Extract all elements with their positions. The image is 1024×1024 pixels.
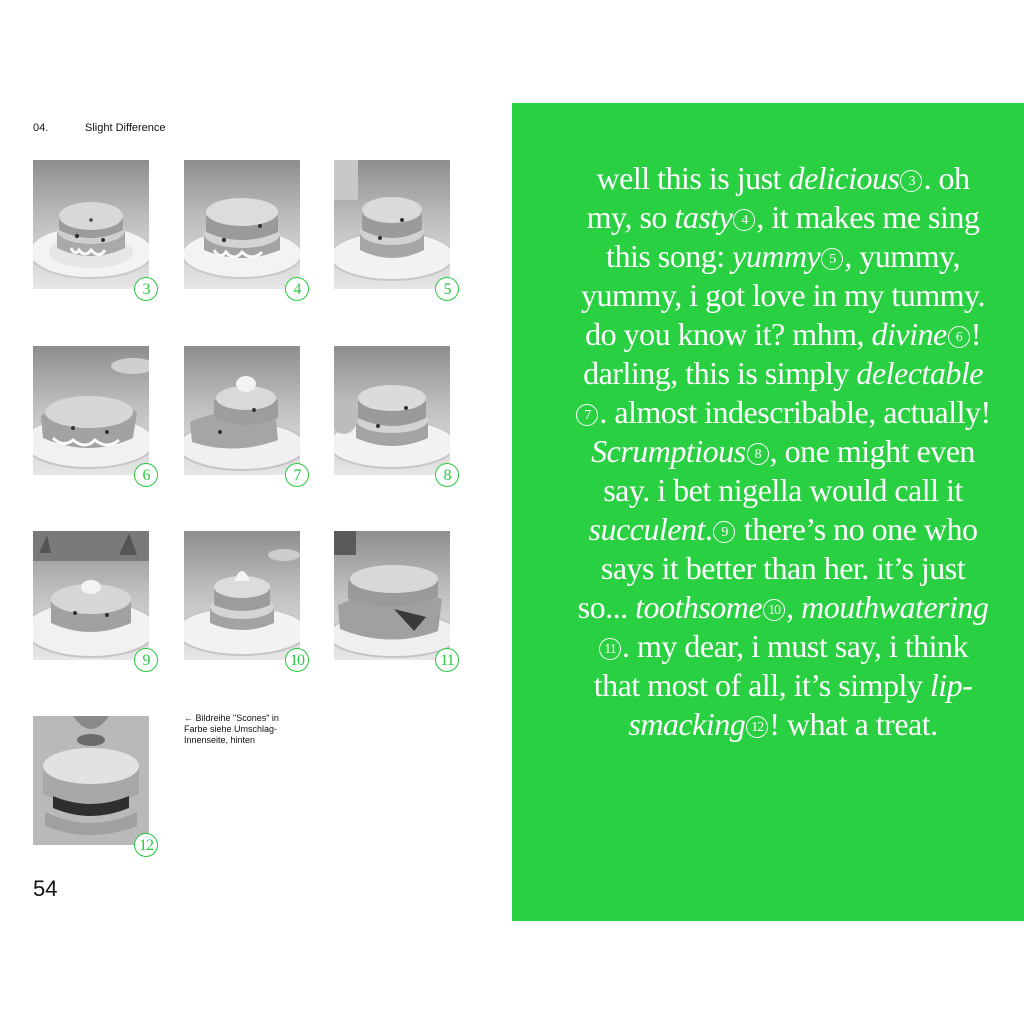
scone-photo xyxy=(33,716,153,854)
quote-word: delectable xyxy=(856,355,983,391)
quote-segment: . my dear, i must say, i think that most of all, it’s simply xyxy=(593,628,969,703)
quote-segment: , yummy, yummy, i got love in my tummy. do you know it? mhm, xyxy=(581,238,985,352)
quote-segment: . xyxy=(704,511,713,547)
photo-image xyxy=(33,716,149,845)
circled-number: 9 xyxy=(713,521,735,543)
photo-image xyxy=(33,531,149,660)
quote-word: lip-smacking xyxy=(628,667,973,742)
image-number-badge: 3 xyxy=(134,277,158,301)
quote-text xyxy=(574,159,992,744)
image-number-badge: 10 xyxy=(285,648,309,672)
scone-illustration xyxy=(33,346,149,475)
quote-word: toothsome xyxy=(635,589,763,625)
photo-image xyxy=(184,531,300,660)
quote-segment: well this is just xyxy=(596,160,789,196)
scone-illustration xyxy=(184,160,300,289)
section-title: Slight Difference xyxy=(85,122,166,134)
image-caption-note: ← Bildreihe "Scones" in Farbe siehe Umschlag-Innenseite, hinten xyxy=(184,713,279,745)
page-number: 54 xyxy=(33,876,58,901)
scone-photo xyxy=(334,531,454,669)
image-number-badge: 12 xyxy=(134,833,158,857)
scone-illustration xyxy=(184,346,300,475)
scone-illustration xyxy=(33,531,149,660)
quote-word: mouthwatering xyxy=(801,589,989,625)
quote-panel xyxy=(512,103,1024,921)
scone-photo xyxy=(184,160,301,298)
scone-photo xyxy=(334,160,451,298)
circled-number: 6 xyxy=(948,326,970,348)
quote-word: Scrumptious xyxy=(591,433,746,469)
quote-segment: ! what a treat. xyxy=(769,706,938,742)
image-number-badge: 7 xyxy=(285,463,309,487)
image-number-badge: 6 xyxy=(134,463,158,487)
image-number-badge: 5 xyxy=(435,277,459,301)
scone-photo xyxy=(334,346,451,484)
circled-number: 11 xyxy=(599,638,621,660)
photo-image xyxy=(184,346,300,475)
quote-segment: there’s no one who says it better than her. it’s just so... xyxy=(577,511,978,625)
circled-number: 5 xyxy=(821,248,843,270)
photo-image xyxy=(184,160,300,289)
photo-image xyxy=(334,160,450,289)
quote-segment: . almost indescribable, actually! xyxy=(599,394,991,430)
circled-number: 7 xyxy=(576,404,598,426)
quote-word: yummy xyxy=(732,238,821,274)
quote-word: succulent xyxy=(588,511,705,547)
scone-photo xyxy=(184,346,301,484)
scone-illustration xyxy=(334,531,450,660)
circled-number: 10 xyxy=(763,599,785,621)
image-number-badge: 4 xyxy=(285,277,309,301)
scone-illustration xyxy=(184,531,300,660)
quote-segment: . oh my, so xyxy=(586,160,970,235)
quote-segment: , one might even say. i bet nigella would call it xyxy=(603,433,975,508)
scone-photo xyxy=(184,531,304,669)
circled-number: 3 xyxy=(900,170,922,192)
scone-illustration xyxy=(334,346,450,475)
scone-photo xyxy=(33,531,150,669)
photo-image xyxy=(33,346,149,475)
circled-number: 12 xyxy=(746,716,768,738)
scone-illustration xyxy=(33,716,149,845)
image-number-badge: 11 xyxy=(435,648,459,672)
circled-number: 8 xyxy=(747,443,769,465)
image-number-badge: 8 xyxy=(435,463,459,487)
photo-image xyxy=(334,346,450,475)
photo-image xyxy=(334,531,450,660)
quote-segment: , it makes me sing this song: xyxy=(606,199,980,274)
scone-photo xyxy=(33,346,150,484)
quote-segment: , xyxy=(786,589,802,625)
photo-image xyxy=(33,160,149,289)
scone-illustration xyxy=(334,160,450,289)
scone-photo xyxy=(33,160,150,298)
quote-word: delicious xyxy=(788,160,900,196)
quote-segment: ! darling, this is simply xyxy=(583,316,981,391)
circled-number: 4 xyxy=(733,209,755,231)
section-number: 04. xyxy=(33,122,49,134)
quote-word: tasty xyxy=(674,199,733,235)
image-number-badge: 9 xyxy=(134,648,158,672)
quote-word: divine xyxy=(871,316,947,352)
scone-illustration xyxy=(33,160,149,289)
